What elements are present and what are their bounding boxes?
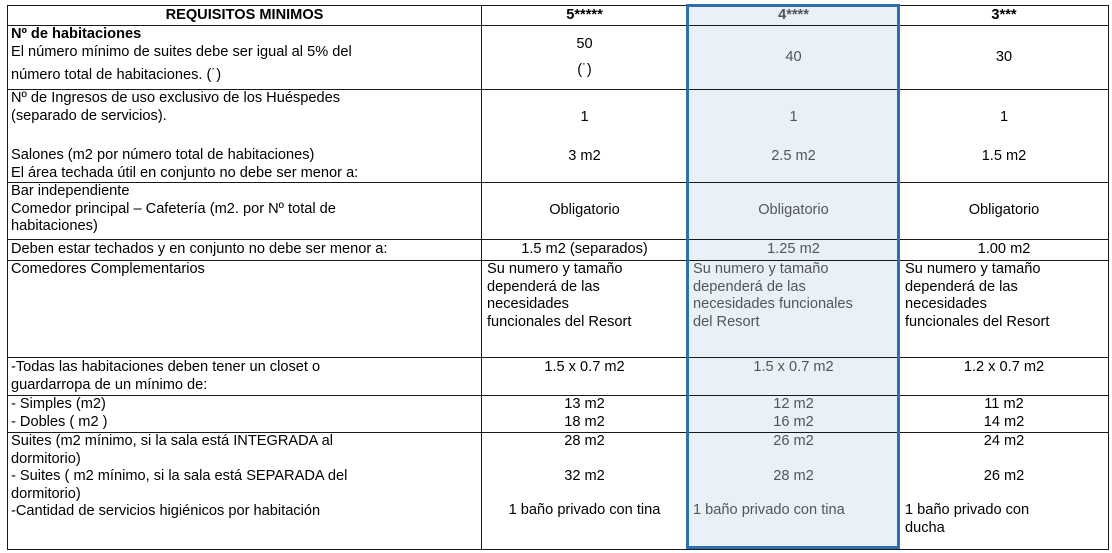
closet-5: 1.5 x 0.7 m2: [482, 358, 688, 395]
comedores-3-line: funcionales del Resort: [905, 313, 1050, 330]
table-row-techados: [7, 240, 1109, 261]
bar-line1: Bar independiente: [11, 183, 130, 199]
comedores-4: [688, 261, 900, 357]
comedores-4-line: Su numero y tamaño: [693, 261, 829, 277]
techados-3: 1.00 m2: [900, 240, 1109, 260]
simples-4: 12 m2: [773, 396, 814, 413]
salones-line2: El área techada útil en conjunto no debe ser menor a:: [11, 164, 359, 181]
habitaciones-5-value: 50: [576, 35, 593, 52]
simples-label: - Simples (m2): [11, 396, 106, 413]
ingresos-salones-3: [900, 90, 1109, 182]
suites-sep-5: 32 m2: [564, 467, 605, 484]
comedores-5: [482, 261, 688, 357]
table-row-comedores: [7, 261, 1109, 358]
suites-sep-3: 26 m2: [983, 467, 1025, 484]
simples-5: 13 m2: [564, 396, 605, 413]
suites-servicios-5: [482, 433, 688, 549]
habitaciones-3: 30: [900, 26, 1109, 89]
habitaciones-line2: número total de habitaciones. (˙): [11, 67, 222, 84]
comedores-4-line: dependerá de las: [693, 278, 806, 295]
header-4-stars: 4****: [688, 6, 900, 25]
simples-dobles-label: [7, 396, 482, 432]
simples-dobles-5: [482, 396, 688, 432]
servicios-3-line: 1 baño privado con: [905, 502, 1030, 519]
bar-4: Obligatorio: [688, 183, 900, 239]
suites-int-line1: Suites (m2 mínimo, si la sala está INTEGRADA al: [11, 433, 333, 449]
dobles-5: 18 m2: [564, 414, 605, 430]
requirements-table: [7, 5, 1109, 550]
suites-int-3: 24 m2: [983, 433, 1025, 449]
bar-5: Obligatorio: [482, 183, 688, 239]
ingresos-line2: (separado de servicios).: [11, 107, 167, 124]
closet-line2: guardarropa de un mínimo de:: [11, 376, 208, 393]
table-header: [7, 5, 1109, 26]
row-label-bar: [7, 183, 482, 239]
servicios-3-line: ducha: [905, 519, 945, 536]
table-row-simples-dobles: [7, 396, 1109, 433]
header-3-stars: 3***: [900, 6, 1109, 25]
comedores-3-line: necesidades: [905, 296, 987, 313]
comedores-label: Comedores Complementarios: [7, 261, 482, 357]
ingresos-salones-4: [688, 90, 900, 182]
comedores-5-line: Su numero y tamaño: [487, 261, 623, 277]
techados-5: 1.5 m2 (separados): [482, 240, 688, 260]
suites-sep-line2: dormitorio): [11, 485, 81, 502]
closet-4: 1.5 x 0.7 m2: [688, 358, 900, 395]
ingresos-4: 1: [789, 109, 798, 125]
header-5-stars: 5*****: [482, 6, 688, 25]
ingresos-line1: Nº de Ingresos de uso exclusivo de los Huéspedes: [11, 90, 341, 106]
table-row-suites-servicios: [7, 433, 1109, 550]
row-label-habitaciones: [7, 26, 482, 89]
servicios-4: 1 baño privado con tina: [693, 502, 845, 519]
bar-line3: habitaciones): [11, 218, 98, 235]
ingresos-3: 1: [999, 109, 1009, 125]
dobles-3: 14 m2: [983, 414, 1025, 430]
comedores-4-line: del Resort: [693, 313, 760, 330]
header-requirements: REQUISITOS MINIMOS: [7, 6, 482, 25]
suites-servicios-label: [7, 433, 482, 549]
simples-3: 11 m2: [984, 396, 1024, 413]
salones-5: 3 m2: [568, 147, 601, 164]
closet-line1: -Todas las habitaciones deben tener un closet o: [11, 358, 321, 375]
comedores-3-line: dependerá de las: [905, 278, 1018, 295]
servicios-label: -Cantidad de servicios higiénicos por habitación: [11, 503, 321, 520]
bar-3: Obligatorio: [900, 183, 1109, 239]
comedores-5-line: necesidades: [487, 296, 569, 313]
suites-servicios-3: [900, 433, 1109, 549]
servicios-3: [900, 502, 1108, 537]
ingresos-5: 1: [580, 109, 589, 125]
comedores-3-line: Su numero y tamaño: [905, 261, 1041, 277]
habitaciones-line1: El número mínimo de suites debe ser igual al 5% del: [11, 43, 352, 60]
habitaciones-title: Nº de habitaciones: [11, 26, 142, 42]
row-label-ingresos-salones: [7, 90, 482, 182]
habitaciones-5-note: (˙): [577, 61, 592, 78]
comedores-4-line: necesidades funcionales: [693, 296, 853, 313]
table-row-closet: [7, 358, 1109, 396]
closet-label: [7, 358, 482, 395]
dobles-label: - Dobles ( m2 ): [11, 414, 108, 430]
dobles-4: 16 m2: [773, 414, 814, 430]
habitaciones-5: [482, 26, 688, 89]
suites-servicios-4: [688, 433, 900, 549]
comedores-3: [900, 261, 1109, 357]
suites-sep-4: 28 m2: [773, 467, 814, 484]
techados-label: Deben estar techados y en conjunto no debe ser menor a:: [7, 240, 482, 260]
salones-line1: Salones (m2 por número total de habitaciones): [11, 147, 315, 164]
servicios-5: 1 baño privado con tina: [508, 502, 661, 519]
table-row-bar: [7, 183, 1109, 240]
closet-3: 1.2 x 0.7 m2: [900, 358, 1109, 395]
bar-line2: Comedor principal – Cafetería (m2. por Nº total de: [11, 200, 336, 217]
suites-sep-line1: - Suites ( m2 mínimo, si la sala está SEPARADA del: [11, 468, 348, 485]
suites-int-line2: dormitorio): [11, 450, 81, 467]
suites-int-5: 28 m2: [564, 433, 605, 449]
simples-dobles-4: [688, 396, 900, 432]
table-row-ingresos-salones: [7, 90, 1109, 183]
comedores-5-line: dependerá de las: [487, 278, 600, 295]
comedores-5-line: funcionales del Resort: [487, 313, 632, 330]
simples-dobles-3: [900, 396, 1109, 432]
salones-4: 2.5 m2: [771, 147, 816, 164]
table-row-habitaciones: [7, 26, 1109, 90]
ingresos-salones-5: [482, 90, 688, 182]
techados-4: 1.25 m2: [688, 240, 900, 260]
suites-int-4: 26 m2: [773, 433, 814, 449]
salones-3: 1.5 m2: [981, 147, 1027, 164]
habitaciones-4: 40: [688, 26, 900, 89]
